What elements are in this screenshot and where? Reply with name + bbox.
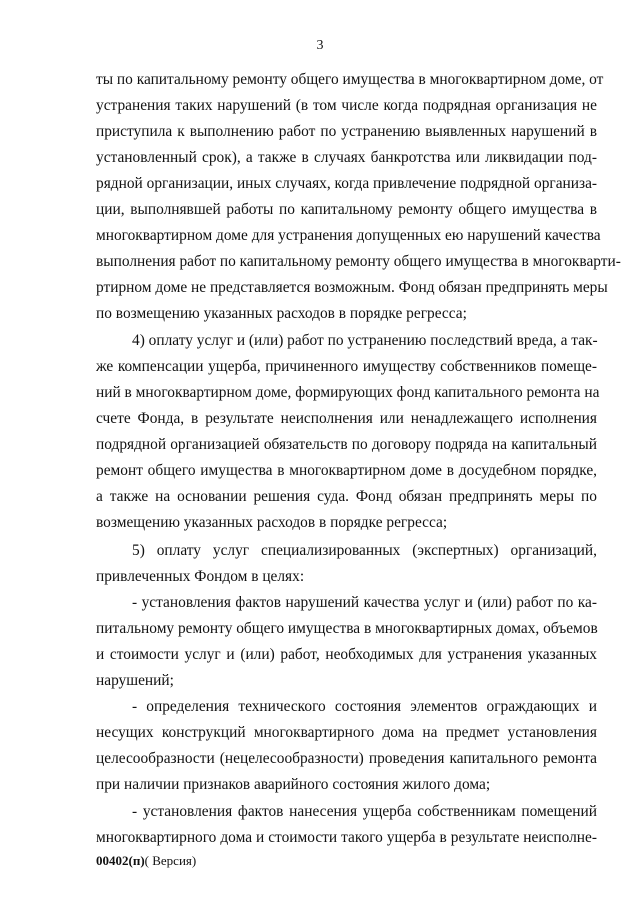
- text-line: многоквартирном доме для устранения допущенных ею нарушений качества: [96, 227, 601, 244]
- text-line: по возмещению указанных расходов в порядке регресса;: [96, 305, 467, 322]
- text-line: 5) оплату услуг специализированных (экспертных) организаций,: [132, 542, 597, 559]
- text-line: - установления фактов нарушений качества услуг и (или) работ по ка-: [132, 594, 597, 611]
- text-line: ции, выполнявшей работы по капитальному ремонту общего имущества в: [96, 201, 597, 218]
- text-line: ний в многоквартирном доме, формирующих фонд капитального ремонта на: [96, 384, 600, 401]
- text-line: - установления фактов нанесения ущерба собственникам помещений: [132, 803, 597, 820]
- text-line: - определения технического состояния элементов ограждающих и: [132, 698, 597, 715]
- text-line: целесообразности (нецелесообразности) проведения капитального ремонта: [96, 750, 597, 767]
- text-line: несущих конструкций многоквартирного дома на предмет установления: [96, 724, 597, 741]
- text-line: приступила к выполнению работ по устранению выявленных нарушений в: [96, 123, 597, 140]
- text-line: выполнения работ по капитальному ремонту общего имущества в многокварти-: [96, 253, 621, 270]
- text-line: 4) оплату услуг и (или) работ по устранению последствий вреда, а так-: [132, 332, 598, 349]
- document-version: ( Версия): [144, 853, 197, 868]
- text-line: ремонт общего имущества в многоквартирном доме в досудебном порядке,: [96, 462, 597, 479]
- document-footer: [96, 852, 196, 870]
- text-line: многоквартирного дома и стоимости такого ущерба в результате неисполне-: [96, 829, 597, 846]
- text-line: ты по капитальному ремонту общего имущества в многоквартирном доме, от: [96, 71, 604, 88]
- text-line: а также на основании решения суда. Фонд обязан предпринять меры по: [96, 488, 597, 505]
- text-line: при наличии признаков аварийного состояния жилого дома;: [96, 776, 491, 793]
- text-line: подрядной организацией обязательств по договору подряда на капитальный: [96, 436, 597, 453]
- text-line: же компенсации ущерба, причиненного имуществу собственников помеще-: [96, 358, 597, 375]
- text-line: рядной организации, иных случаях, когда привлечение подрядной организа-: [96, 175, 598, 192]
- document-code: 00402(п): [96, 853, 145, 868]
- text-line: нарушений;: [96, 672, 174, 689]
- text-line: питальному ремонту общего имущества в многоквартирных домах, объемов: [96, 620, 598, 637]
- text-line: привлеченных Фондом в целях:: [96, 568, 305, 585]
- text-line: установленный срок), а также в случаях банкротства или ликвидации под-: [96, 149, 597, 166]
- text-line: возмещению указанных расходов в порядке регресса;: [96, 514, 448, 531]
- text-line: счете Фонда, в результате неисполнения или ненадлежащего исполнения: [96, 410, 597, 427]
- text-line: устранения таких нарушений (в том числе когда подрядная организация не: [96, 97, 597, 114]
- text-line: и стоимости услуг и (или) работ, необходимых для устранения указанных: [96, 646, 597, 663]
- text-line: ртирном доме не представляется возможным. Фонд обязан предпринять меры: [96, 279, 608, 296]
- page-number: 3: [316, 38, 324, 53]
